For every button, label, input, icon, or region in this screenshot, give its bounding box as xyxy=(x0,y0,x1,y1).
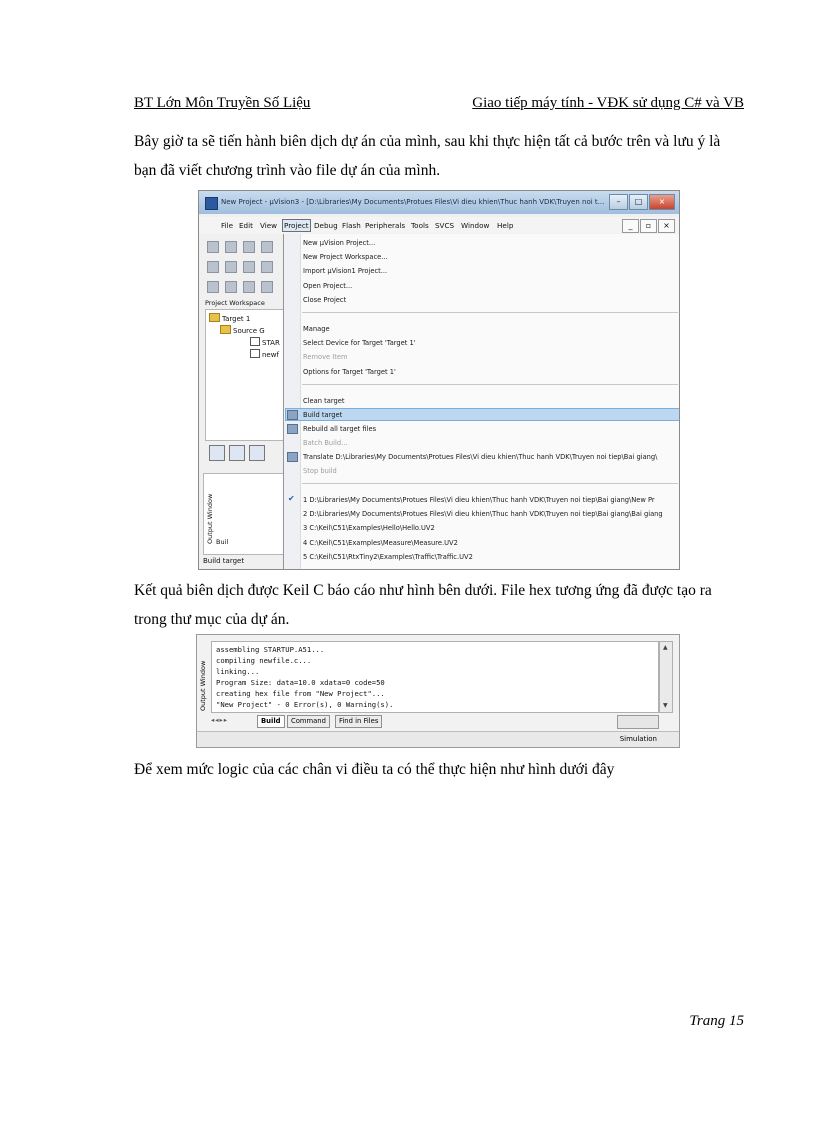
menu-new-workspace[interactable]: New Project Workspace... xyxy=(303,253,388,261)
scroll-up-icon[interactable]: ▲ xyxy=(663,644,668,651)
menu-debug[interactable]: Debug xyxy=(314,221,338,230)
translate-icon[interactable] xyxy=(207,281,219,293)
vertical-scrollbar[interactable] xyxy=(659,641,673,713)
menu-new-project[interactable]: New µVision Project... xyxy=(303,239,376,247)
rebuild-all-icon xyxy=(287,424,298,434)
menu-recent-1[interactable]: 1 D:\Libraries\My Documents\Protues Files\Vi dieu khien\Thuc hanh VDK\Truyen noi tiep\Bai giang\New Pr xyxy=(303,496,655,504)
uvision-screenshot xyxy=(198,190,680,570)
save-all-icon[interactable] xyxy=(261,241,273,253)
menu-import-project[interactable]: Import µVision1 Project... xyxy=(303,267,388,275)
output-window-label: Output Window xyxy=(199,660,207,711)
menu-select-device[interactable]: Select Device for Target 'Target 1' xyxy=(303,339,416,347)
menu-edit[interactable]: Edit xyxy=(239,221,253,230)
file-icon xyxy=(250,349,260,358)
menu-svcs[interactable]: SVCS xyxy=(435,221,455,230)
options-icon[interactable] xyxy=(261,281,273,293)
file-icon xyxy=(250,337,260,346)
paragraph-2: Kết quả biên dịch được Keil C báo cáo như hình bên dưới. File hex tương ứng đã được tạo ra trong thư mục của dự án. xyxy=(134,582,712,628)
books-tab-icon[interactable] xyxy=(249,445,265,461)
menu-flash[interactable]: Flash xyxy=(342,221,361,230)
menu-rebuild-all[interactable]: Rebuild all target files xyxy=(303,425,377,433)
toolbar-row-3 xyxy=(207,281,283,295)
tree-file-startup-label: STAR xyxy=(262,339,280,347)
menu-view[interactable]: View xyxy=(260,221,278,230)
menu-recent-2[interactable]: 2 D:\Libraries\My Documents\Protues Files\Vi dieu khien\Thuc hanh VDK\Truyen noi tiep\Bai giang\Bai giang xyxy=(303,510,663,518)
translate-icon xyxy=(287,452,298,462)
output-line: creating hex file from "New Project"... xyxy=(216,689,385,698)
menu-batch-build: Batch Build... xyxy=(303,439,348,447)
output-line: "New Project" - 0 Error(s), 0 Warning(s). xyxy=(216,700,394,709)
menu-options-target[interactable]: Options for Target 'Target 1' xyxy=(303,368,396,376)
print-icon[interactable] xyxy=(261,261,273,273)
bookmark-icon[interactable] xyxy=(243,261,255,273)
forward-icon[interactable] xyxy=(225,261,237,273)
build-target-icon xyxy=(287,410,298,420)
tree-file-newfile-label: newf xyxy=(262,351,279,359)
menu-manage[interactable]: Manage xyxy=(303,325,330,333)
menu-recent-4[interactable]: 4 C:\Keil\C51\Examples\Measure\Measure.UV2 xyxy=(303,539,458,547)
files-tab-icon[interactable] xyxy=(209,445,225,461)
menu-separator xyxy=(302,312,678,313)
menu-stop-build: Stop build xyxy=(303,467,337,475)
new-file-icon[interactable] xyxy=(207,241,219,253)
menu-file[interactable]: File xyxy=(221,221,234,230)
output-build-tab[interactable]: Buil xyxy=(216,538,229,546)
output-line: linking... xyxy=(216,667,260,676)
header-right: Giao tiếp máy tính - VĐK sử dụng C# và VB xyxy=(472,95,744,111)
tab-find-in-files[interactable]: Find in Files xyxy=(335,715,382,728)
output-tabs xyxy=(211,715,657,728)
header-left: BT Lớn Môn Truyền Số Liệu xyxy=(134,95,311,111)
save-icon[interactable] xyxy=(243,241,255,253)
build-icon[interactable] xyxy=(225,281,237,293)
window-title: New Project - µVision3 - [D:\Libraries\My Documents\Protues Files\Vi dieu khien\Thuc hanh VDK\Truyen noi t... xyxy=(221,198,605,206)
tree-file-startup[interactable] xyxy=(250,337,280,347)
menu-recent-5[interactable]: 5 C:\Keil\C51\RtxTiny2\Examples\Traffic\Traffic.UV2 xyxy=(303,553,473,561)
build-output-area xyxy=(211,641,659,713)
tab-nav-icons[interactable]: ◂◂▸▸ xyxy=(211,716,229,724)
output-window xyxy=(203,473,287,555)
menu-open-project[interactable]: Open Project... xyxy=(303,282,353,290)
menu-help[interactable]: Help xyxy=(497,221,514,230)
workspace-tabs xyxy=(205,445,289,463)
project-tree xyxy=(205,309,287,441)
folder-icon xyxy=(209,313,220,322)
menu-tools[interactable]: Tools xyxy=(411,221,429,230)
mdi-controls xyxy=(622,219,675,233)
checkmark-icon: ✔ xyxy=(288,494,295,503)
menu-recent-3[interactable]: 3 C:\Keil\C51\Examples\Hello\Hello.UV2 xyxy=(303,524,435,532)
tab-command[interactable]: Command xyxy=(287,715,330,728)
menu-clean-target[interactable]: Clean target xyxy=(303,397,345,405)
tree-source-label: Source G xyxy=(233,327,265,335)
horizontal-scrollbar[interactable] xyxy=(617,715,659,729)
minimize-icon[interactable]: – xyxy=(609,194,628,210)
page-number: Trang 15 xyxy=(689,1013,744,1029)
tab-build[interactable]: Build xyxy=(257,715,285,728)
workspace-label: Project Workspace xyxy=(205,299,265,307)
menu-separator xyxy=(302,483,678,484)
menu-separator xyxy=(302,384,678,385)
mdi-restore-icon[interactable]: ▫ xyxy=(640,219,657,233)
output-line: Program Size: data=10.0 xdata=0 code=50 xyxy=(216,678,385,687)
paragraph-3: Để xem mức logic của các chân vi điều ta có thể thực hiện như hình dưới đây xyxy=(134,761,615,778)
scroll-down-icon[interactable]: ▼ xyxy=(663,702,668,709)
output-line: compiling newfile.c... xyxy=(216,656,312,665)
menu-remove-item: Remove Item xyxy=(303,353,348,361)
output-line: assembling STARTUP.A51... xyxy=(216,645,325,654)
menu-gutter xyxy=(284,234,301,569)
tree-target[interactable] xyxy=(209,313,250,323)
rebuild-icon[interactable] xyxy=(243,281,255,293)
close-icon[interactable]: × xyxy=(649,194,675,210)
menu-project[interactable]: Project xyxy=(284,221,309,230)
regs-tab-icon[interactable] xyxy=(229,445,245,461)
tree-target-label: Target 1 xyxy=(222,315,251,323)
status-bar-text: Build target xyxy=(203,557,245,565)
menu-highlight xyxy=(285,408,680,421)
toolbar-row-2 xyxy=(207,261,283,275)
project-menu-dropdown xyxy=(283,234,680,569)
tree-file-newfile[interactable] xyxy=(250,349,279,359)
build-output-screenshot xyxy=(196,634,680,748)
menu-translate[interactable]: Translate D:\Libraries\My Documents\Protues Files\Vi dieu khien\Thuc hanh VDK\Truyen noi tiep\Bai giang\ xyxy=(303,453,658,461)
mdi-close-icon[interactable]: × xyxy=(658,219,675,233)
folder-icon xyxy=(220,325,231,334)
menu-build-target[interactable]: Build target xyxy=(303,411,343,419)
title-bar xyxy=(199,191,679,214)
status-bar xyxy=(197,731,679,747)
maximize-icon[interactable]: □ xyxy=(629,194,648,210)
status-simulation: Simulation xyxy=(619,735,657,743)
menu-window[interactable]: Window xyxy=(461,221,490,230)
toolbar-row-1 xyxy=(207,241,283,255)
paragraph-1: Bây giờ ta sẽ tiến hành biên dịch dự án của mình, sau khi thực hiện tất cả bước trên và lưu ý là bạn đã viết chương trình vào file dự án của mình. xyxy=(134,133,721,179)
mdi-minimize-icon[interactable]: _ xyxy=(622,219,639,233)
output-window-label: Output Window xyxy=(206,493,214,544)
app-icon xyxy=(205,197,218,210)
menu-close-project[interactable]: Close Project xyxy=(303,296,347,304)
menu-bar xyxy=(199,217,679,234)
tree-source-group[interactable] xyxy=(220,325,265,335)
open-file-icon[interactable] xyxy=(225,241,237,253)
back-icon[interactable] xyxy=(207,261,219,273)
menu-peripherals[interactable]: Peripherals xyxy=(365,221,406,230)
